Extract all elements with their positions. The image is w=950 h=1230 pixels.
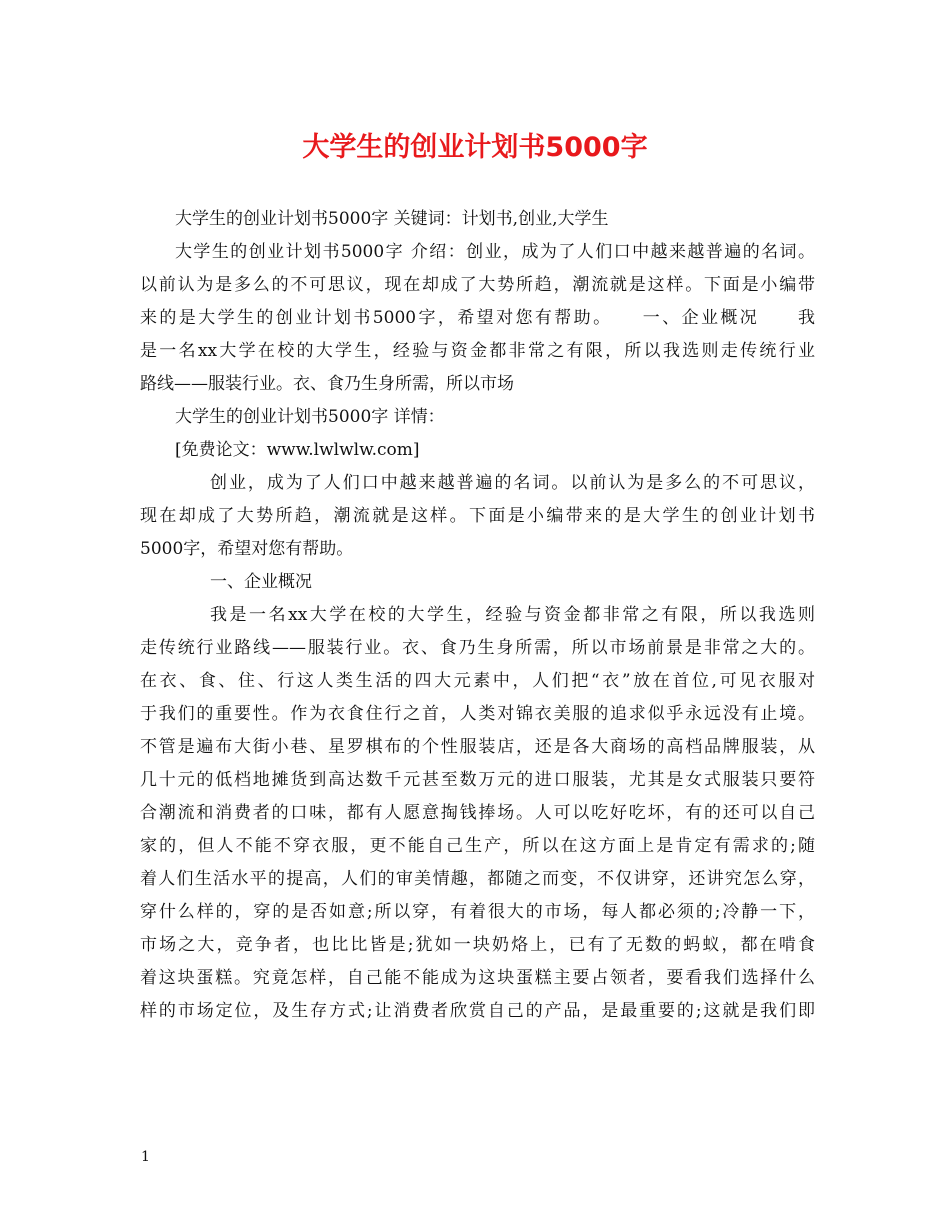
body-line: 大学生的创业计划书5000字 关键词：计划书,创业,大学生 bbox=[175, 209, 609, 229]
body-line: 市场之大，竞争者，也比比皆是;犹如一块奶烙上，已有了无数的蚂蚁，都在啃食 bbox=[140, 935, 815, 955]
body-line: 着这块蛋糕。究竟怎样，自己能不能成为这块蛋糕主要占领者，要看我们选择什么 bbox=[140, 968, 815, 988]
body-line: 大学生的创业计划书5000字 介绍：创业，成为了人们口中越来越普遍的名词。 bbox=[175, 242, 815, 262]
body-line: 大学生的创业计划书5000字 详情： bbox=[175, 407, 445, 427]
body-line: 我是一名xx大学在校的大学生，经验与资金都非常之有限，所以我选则 bbox=[210, 605, 815, 625]
body-line: 几十元的低档地摊货到高达数千元甚至数万元的进口服装，尤其是女式服装只要符 bbox=[140, 770, 815, 790]
body-line: 于我们的重要性。作为衣食住行之首，人类对锦衣美服的追求似乎永远没有止境。 bbox=[140, 704, 815, 724]
body-line: 穿什么样的，穿的是否如意;所以穿，有着很大的市场，每人都必须的;冷静一下， bbox=[140, 902, 815, 922]
body-line: 来的是大学生的创业计划书5000字，希望对您有帮助。 一、企业概况 我 bbox=[140, 308, 815, 328]
body-line: 现在却成了大势所趋，潮流就是这样。下面是小编带来的是大学生的创业计划书 bbox=[140, 506, 815, 526]
body-line: 不管是遍布大街小巷、星罗棋布的个性服装店，还是各大商场的高档品牌服装，从 bbox=[140, 737, 815, 757]
document-body bbox=[140, 203, 815, 1028]
body-line: 着人们生活水平的提高，人们的审美情趣，都随之而变，不仅讲穿，还讲究怎么穿， bbox=[140, 869, 815, 889]
body-line: 以前认为是多么的不可思议，现在却成了大势所趋，潮流就是这样。下面是小编带 bbox=[140, 275, 815, 295]
body-line: 家的，但人不能不穿衣服，更不能自己生产，所以在这方面上是肯定有需求的;随 bbox=[140, 836, 815, 856]
body-line: 在衣、食、住、行这人类生活的四大元素中，人们把“衣”放在首位,可见衣服对 bbox=[140, 671, 815, 691]
body-line: 路线——服装行业。衣、食乃生身所需，所以市场 bbox=[140, 374, 514, 394]
body-line: 样的市场定位，及生存方式;让消费者欣赏自己的产品，是最重要的;这就是我们即 bbox=[140, 1001, 815, 1021]
body-line: 5000字，希望对您有帮助。 bbox=[140, 539, 354, 559]
body-line: 一、企业概况 bbox=[210, 572, 312, 592]
body-line: 合潮流和消费者的口味，都有人愿意掏钱捧场。人可以吃好吃坏，有的还可以自己 bbox=[140, 803, 815, 823]
body-line: 走传统行业路线——服装行业。衣、食乃生身所需，所以市场前景是非常之大的。 bbox=[140, 638, 815, 658]
page-number: 1 bbox=[141, 1149, 150, 1165]
body-line: 创业，成为了人们口中越来越普遍的名词。以前认为是多么的不可思议， bbox=[210, 473, 815, 493]
body-line: 是一名xx大学在校的大学生，经验与资金都非常之有限，所以我选则走传统行业 bbox=[140, 341, 815, 361]
document-title: 大学生的创业计划书5000字 bbox=[302, 132, 648, 163]
body-line: [免费论文：www.lwlwlw.com] bbox=[175, 440, 420, 460]
